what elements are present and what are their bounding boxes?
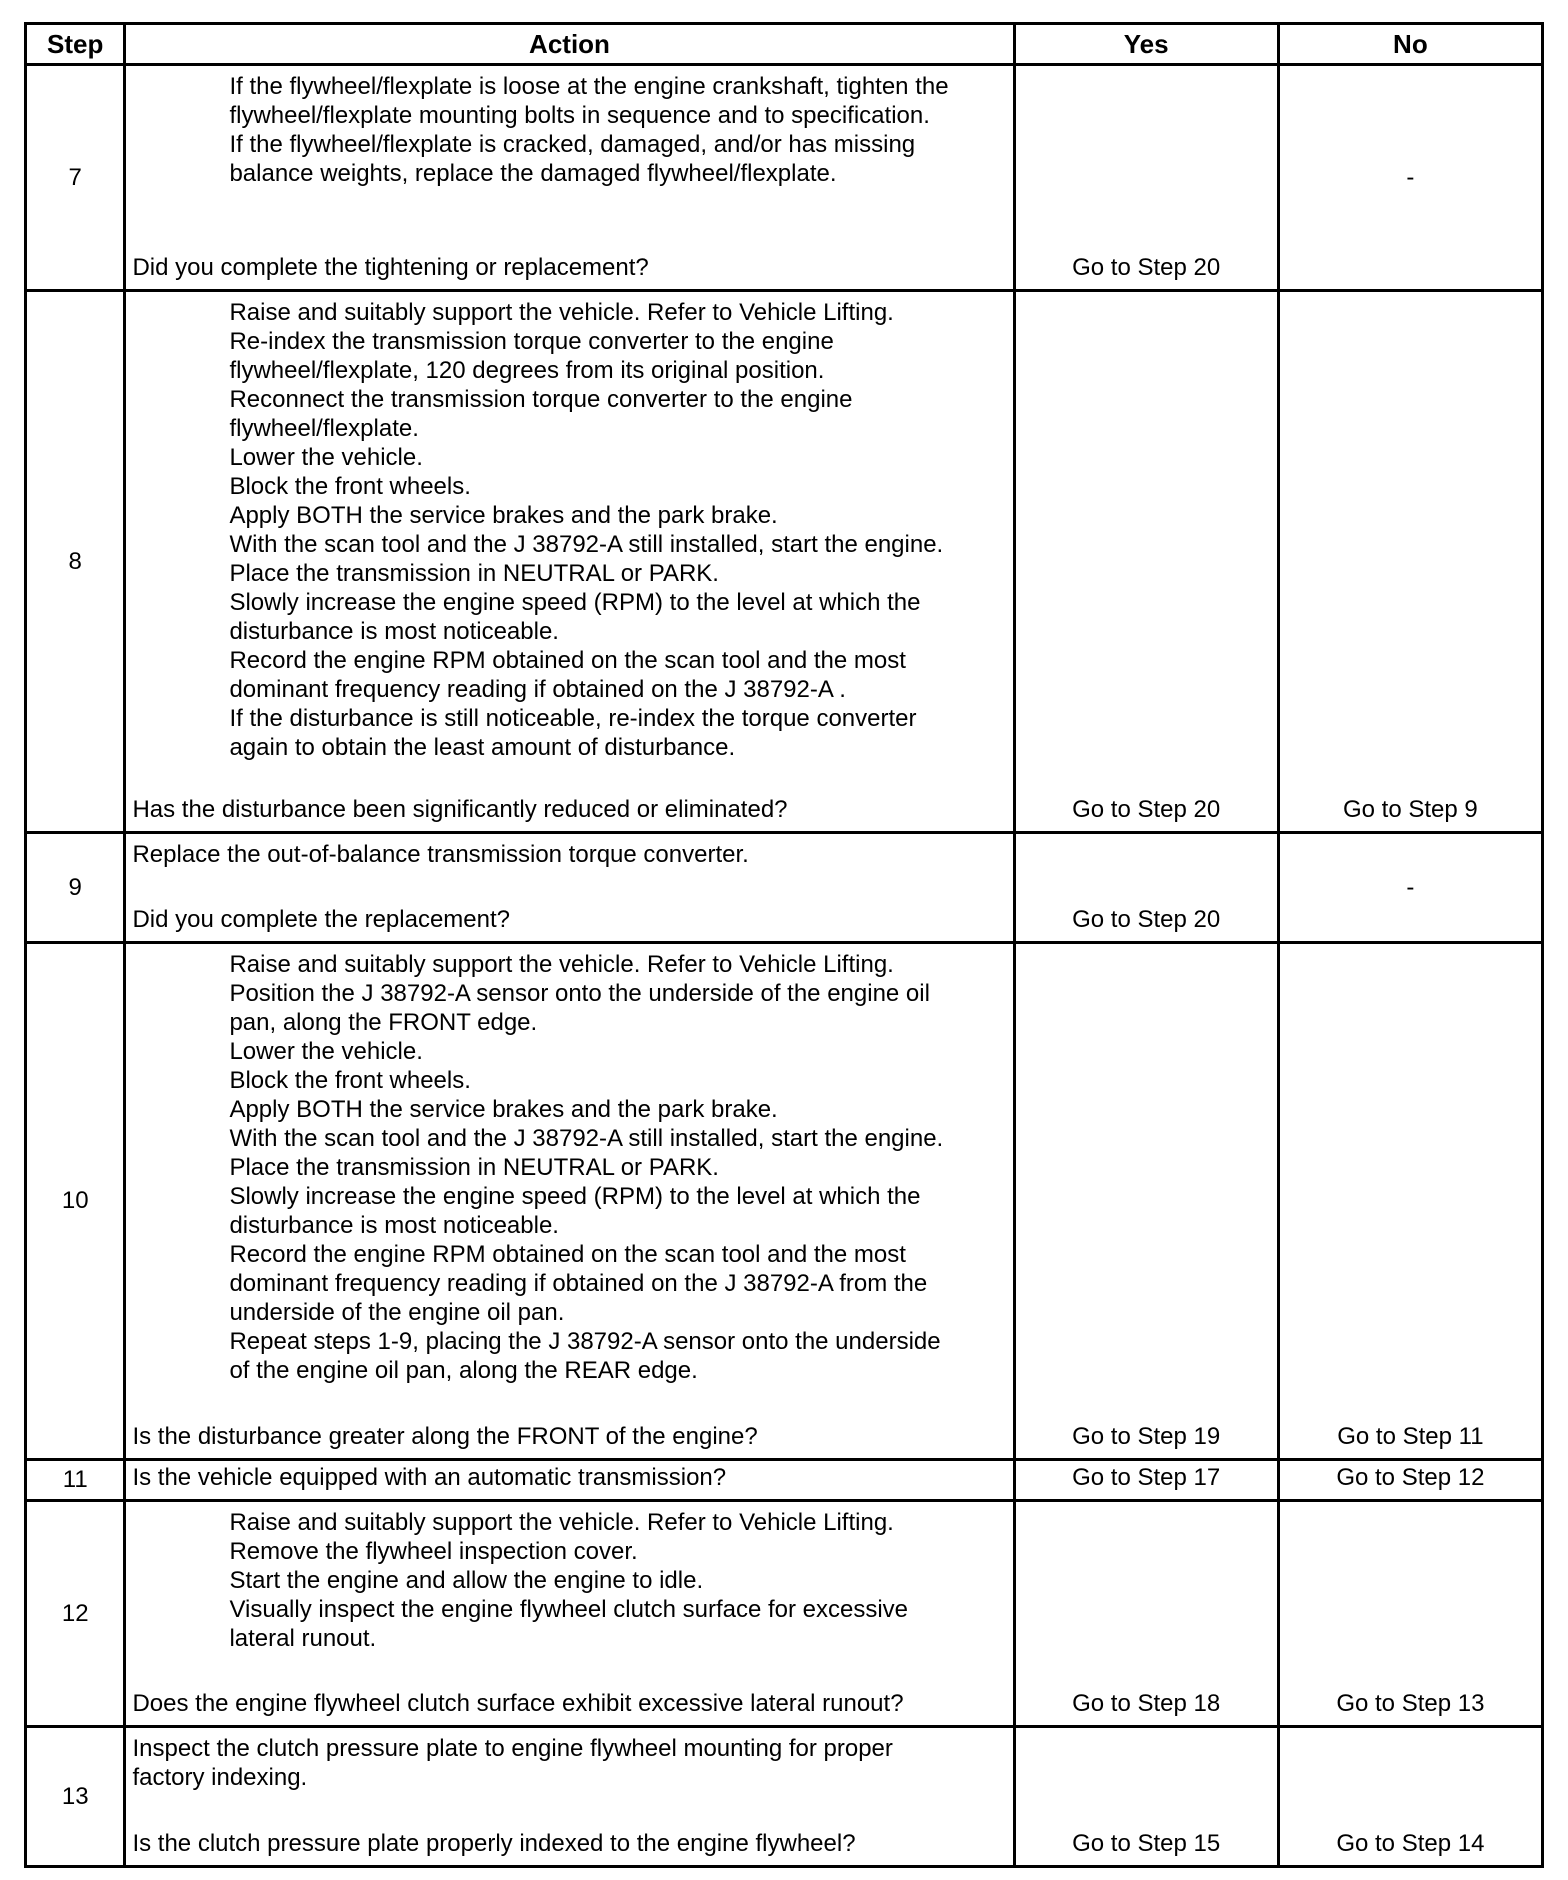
yes-link[interactable]: Go to Step 20: [1072, 796, 1221, 823]
action-step: Visually inspect the engine flywheel clutch surface for excessive: [229, 1596, 909, 1623]
table-row: [26, 1501, 1543, 1727]
action-step: If the flywheel/flexplate is cracked, damaged, and/or has missing: [229, 131, 916, 158]
action-steps: [126, 66, 1012, 188]
no-cell: -: [1278, 65, 1542, 291]
no-cell: [1278, 1727, 1542, 1867]
action-step: Raise and suitably support the vehicle. Refer to Vehicle Lifting.: [229, 1509, 894, 1536]
action-step: Record the engine RPM obtained on the scan tool and the most: [229, 1241, 906, 1268]
action-line: Inspect the clutch pressure plate to engine flywheel mounting for proper: [132, 1735, 893, 1762]
action-step: again to obtain the least amount of disturbance.: [229, 734, 736, 761]
header-action: Action: [125, 24, 1014, 65]
yes-cell: [1014, 291, 1278, 833]
header-yes: Yes: [1014, 24, 1278, 65]
yes-cell: [1014, 943, 1278, 1460]
action-steps: [126, 944, 1012, 1385]
action-step: Block the front wheels.: [229, 473, 471, 500]
header-no: No: [1278, 24, 1542, 65]
no-link[interactable]: Go to Step 12: [1336, 1464, 1485, 1491]
yes-link[interactable]: Go to Step 17: [1072, 1464, 1221, 1491]
action-step: Block the front wheels.: [229, 1067, 471, 1094]
table-row: [26, 833, 1543, 943]
action-step: dominant frequency reading if obtained on the J 38792-A from the: [229, 1270, 928, 1297]
no-cell: [1278, 291, 1542, 833]
no-link[interactable]: Go to Step 9: [1343, 796, 1478, 823]
table-row: [26, 943, 1543, 1460]
step-number: 13: [26, 1727, 125, 1867]
header-step: Step: [26, 24, 125, 65]
action-step: flywheel/flexplate, 120 degrees from its original position.: [229, 357, 825, 384]
action-step: Record the engine RPM obtained on the scan tool and the most: [229, 647, 906, 674]
action-step: Apply BOTH the service brakes and the park brake.: [229, 502, 778, 529]
table-row: [26, 1460, 1543, 1501]
step-number: 11: [26, 1460, 125, 1501]
action-step: If the flywheel/flexplate is loose at the engine crankshaft, tighten the: [229, 73, 949, 100]
diagnostic-table: [24, 22, 1544, 1868]
step-number: 10: [26, 943, 125, 1460]
action-step: of the engine oil pan, along the REAR edge.: [229, 1357, 698, 1384]
action-step: underside of the engine oil pan.: [229, 1299, 565, 1326]
action-cell: [125, 833, 1014, 943]
action-step: With the scan tool and the J 38792-A still installed, start the engine.: [229, 531, 944, 558]
no-cell: [1278, 1460, 1542, 1501]
table-row: [26, 1727, 1543, 1867]
step-number: 7: [26, 65, 125, 291]
step-number: 9: [26, 833, 125, 943]
action-step: balance weights, replace the damaged flywheel/flexplate.: [229, 160, 837, 187]
yes-link[interactable]: Go to Step 20: [1072, 906, 1221, 933]
table-row: [26, 291, 1543, 833]
question-text: Did you complete the replacement?: [132, 906, 510, 933]
action-step: Slowly increase the engine speed (RPM) to the level at which the: [229, 1183, 921, 1210]
action-step: Lower the vehicle.: [229, 444, 423, 471]
action-cell: [125, 1727, 1014, 1867]
action-step: lateral runout.: [229, 1625, 377, 1652]
action-step: Place the transmission in NEUTRAL or PARK.: [229, 1154, 719, 1181]
action-cell: [125, 65, 1014, 291]
action-step: Slowly increase the engine speed (RPM) to the level at which the: [229, 589, 921, 616]
question-text: Did you complete the tightening or replacement?: [132, 254, 649, 281]
yes-link[interactable]: Go to Step 20: [1072, 254, 1221, 281]
step-number: 8: [26, 291, 125, 833]
action-line: factory indexing.: [132, 1764, 308, 1791]
yes-link[interactable]: Go to Step 19: [1072, 1423, 1221, 1450]
action-step: Place the transmission in NEUTRAL or PARK.: [229, 560, 719, 587]
question-text: Has the disturbance been significantly reduced or eliminated?: [132, 796, 788, 823]
action-step: Repeat steps 1-9, placing the J 38792-A sensor onto the underside: [229, 1328, 941, 1355]
action-step: Remove the flywheel inspection cover.: [229, 1538, 638, 1565]
step-number: 12: [26, 1501, 125, 1727]
action-step: dominant frequency reading if obtained on the J 38792-A .: [229, 676, 846, 703]
action-step: Re-index the transmission torque converter to the engine: [229, 328, 834, 355]
table-row: [26, 65, 1543, 291]
action-step: pan, along the FRONT edge.: [229, 1009, 538, 1036]
action-step: Apply BOTH the service brakes and the park brake.: [229, 1096, 778, 1123]
action-step: flywheel/flexplate mounting bolts in sequence and to specification.: [229, 102, 930, 129]
action-cell: [125, 943, 1014, 1460]
yes-link[interactable]: Go to Step 15: [1072, 1830, 1221, 1857]
action-step: Reconnect the transmission torque converter to the engine: [229, 386, 853, 413]
action-step: Raise and suitably support the vehicle. Refer to Vehicle Lifting.: [229, 951, 894, 978]
action-steps: [126, 292, 1012, 762]
no-link[interactable]: Go to Step 14: [1336, 1830, 1485, 1857]
action-step: disturbance is most noticeable.: [229, 1212, 559, 1239]
action-line: Replace the out-of-balance transmission torque converter.: [132, 841, 749, 868]
yes-link[interactable]: Go to Step 18: [1072, 1690, 1221, 1717]
action-step: flywheel/flexplate.: [229, 415, 419, 442]
action-cell: [125, 1460, 1014, 1501]
action-step: With the scan tool and the J 38792-A still installed, start the engine.: [229, 1125, 944, 1152]
question-text: Does the engine flywheel clutch surface exhibit excessive lateral runout?: [132, 1690, 904, 1717]
no-cell: -: [1278, 833, 1542, 943]
no-link[interactable]: Go to Step 13: [1336, 1690, 1485, 1717]
action-steps: [126, 1502, 1012, 1653]
action-cell: [125, 1501, 1014, 1727]
question-text: Is the disturbance greater along the FRONT of the engine?: [132, 1423, 758, 1450]
action-step: Raise and suitably support the vehicle. Refer to Vehicle Lifting.: [229, 299, 894, 326]
yes-cell: [1014, 1460, 1278, 1501]
no-cell: [1278, 943, 1542, 1460]
no-link[interactable]: Go to Step 11: [1337, 1423, 1484, 1450]
question-text: Is the clutch pressure plate properly indexed to the engine flywheel?: [132, 1830, 856, 1857]
no-cell: [1278, 1501, 1542, 1727]
yes-cell: [1014, 1501, 1278, 1727]
action-cell: [125, 291, 1014, 833]
action-step: If the disturbance is still noticeable, re-index the torque converter: [229, 705, 917, 732]
action-step: Position the J 38792-A sensor onto the underside of the engine oil: [229, 980, 930, 1007]
yes-cell: [1014, 833, 1278, 943]
action-step: Start the engine and allow the engine to idle.: [229, 1567, 704, 1594]
yes-cell: [1014, 65, 1278, 291]
action-text: [126, 1728, 1012, 1792]
question-text: Is the vehicle equipped with an automatic transmission?: [132, 1464, 727, 1491]
action-step: disturbance is most noticeable.: [229, 618, 559, 645]
action-step: Lower the vehicle.: [229, 1038, 423, 1065]
yes-cell: [1014, 1727, 1278, 1867]
header-row: [26, 24, 1543, 65]
action-text: [126, 834, 1012, 869]
